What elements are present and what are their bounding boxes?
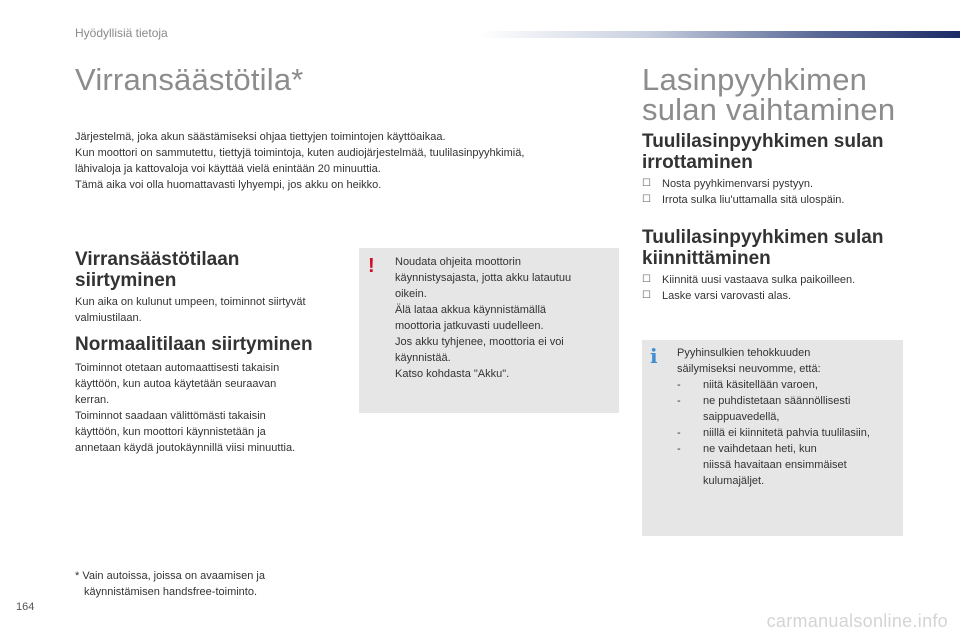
install-steps-list (642, 272, 922, 304)
heading-line: irrottaminen (642, 152, 753, 173)
heading-sulan-kiinnittaminen (642, 227, 883, 269)
checkbox-bullet-icon: ☐ (642, 178, 651, 189)
page-title-lasinpyyhkimen (642, 62, 896, 127)
heading-line: Tuulilasinpyyhkimen sulan (642, 131, 884, 152)
text-line: käyttöön, kun moottori käynnistetään ja (75, 426, 266, 438)
text-line: Kun aika on kulunut umpeen, toiminnot siirtyvät (75, 296, 306, 308)
heading-line: kiinnittäminen (642, 248, 771, 269)
list-item-text: ne vaihdetaan heti, kun (703, 443, 817, 455)
text-line: Toiminnot otetaan automaattisesti takaisin (75, 362, 280, 374)
list-item-text: Irrota sulka liu'uttamalla sitä ulospäin. (662, 194, 845, 206)
section1-text (75, 294, 350, 326)
list-item: - niillä ei kiinnitetä pahvia tuulilasiin, (677, 427, 870, 439)
heading-line: Tuulilasinpyyhkimen sulan (642, 227, 884, 248)
intro-paragraph (75, 129, 615, 193)
intro-line: Kun moottori on sammutettu, tiettyjä toimintoja, kuten audiojärjestelmää, tuulilasinpyyhkimiä, (75, 147, 525, 159)
warning-line: käynnistää. (395, 352, 451, 364)
list-item (642, 192, 922, 208)
text-line: käyttöön, kun autoa käytetään seuraavan (75, 378, 277, 390)
remove-steps-list (642, 176, 922, 208)
warning-box (359, 248, 619, 413)
section-label: Hyödyllisiä tietoja (75, 26, 168, 40)
footnote-line: käynnistämisen handsfree-toiminto. (84, 586, 258, 598)
list-item-text: niissä havaitaan ensimmäiset kulumajäljet. (703, 459, 847, 487)
section2-text (75, 360, 355, 456)
list-item (642, 288, 922, 304)
info-items-list (677, 377, 897, 489)
page-number: 164 (16, 601, 35, 613)
watermark: carmanualsonline.info (766, 611, 948, 631)
list-item: - ne vaihdetaan heti, kun niissä havaitaan ensimmäiset kulumajäljet. (677, 443, 847, 487)
list-item-text: Nosta pyyhkimenvarsi pystyyn. (662, 178, 813, 190)
warning-line: oikein. (395, 288, 427, 300)
list-item: - niitä käsitellään varoen, (677, 379, 818, 391)
list-item (642, 272, 922, 288)
list-item-text: niitä käsitellään varoen, (703, 379, 818, 391)
exclamation-icon: ! (368, 255, 375, 277)
footnote-line: * Vain autoissa, joissa on avaamisen ja (75, 570, 265, 582)
list-item-text: ne puhdistetaan säännöllisesti (703, 395, 851, 407)
warning-line: Älä lataa akkua käynnistämällä (395, 304, 547, 316)
text-line: annetaan käydä joutokäynnillä viisi minuuttia. (75, 442, 296, 454)
heading-line: Virransäästötilaan (75, 249, 240, 270)
list-item-text: Kiinnitä uusi vastaava sulka paikoilleen. (662, 274, 856, 286)
title-line: Lasinpyyhkimen (642, 62, 868, 97)
info-text (677, 345, 897, 489)
info-icon: i (650, 344, 658, 368)
footnote (75, 568, 355, 600)
warning-text (395, 254, 610, 382)
warning-line: käynnistysajasta, jotta akku latautuu (395, 272, 572, 284)
intro-line: Järjestelmä, joka akun säästämiseksi ohjaa tiettyjen toimintojen käyttöaikaa. (75, 131, 446, 143)
list-item: - ne puhdistetaan säännöllisesti saippuavedellä, (677, 395, 851, 423)
text-line: Toiminnot saadaan välittömästi takaisin (75, 410, 266, 422)
warning-line: moottoria jatkuvasti uudelleen. (395, 320, 544, 332)
text-line: kerran. (75, 394, 110, 406)
list-item-text: Laske varsi varovasti alas. (662, 290, 791, 302)
warning-line: Katso kohdasta "Akku". (395, 368, 510, 380)
list-item-text: niillä ei kiinnitetä pahvia tuulilasiin, (703, 427, 870, 439)
title-line: sulan vaihtaminen (642, 92, 896, 127)
checkbox-bullet-icon: ☐ (642, 274, 651, 285)
list-item (642, 176, 922, 192)
heading-normaalitilaan-siirtyminen: Normaalitilaan siirtyminen (75, 334, 313, 355)
info-intro-line: Pyyhinsulkien tehokkuuden (677, 347, 811, 359)
checkbox-bullet-icon: ☐ (642, 194, 651, 205)
heading-line: siirtyminen (75, 270, 177, 291)
page-title-virransaastotila: Virransäästötila* (75, 62, 304, 97)
header-gradient-bar (478, 31, 960, 38)
heading-virransaastotilaan-siirtyminen (75, 249, 239, 291)
text-line: valmiustilaan. (75, 312, 142, 324)
intro-line: Tämä aika voi olla huomattavasti lyhyempi, jos akku on heikko. (75, 179, 382, 191)
intro-line: lähivaloja ja kattovaloja voi käyttää vielä enintään 20 minuuttia. (75, 163, 381, 175)
info-intro-line: säilymiseksi neuvomme, että: (677, 363, 821, 375)
heading-sulan-irrottaminen (642, 131, 883, 173)
list-item-text: saippuavedellä, (703, 411, 780, 423)
warning-line: Noudata ohjeita moottorin (395, 256, 521, 268)
warning-line: Jos akku tyhjenee, moottoria ei voi (395, 336, 564, 348)
checkbox-bullet-icon: ☐ (642, 290, 651, 301)
info-box (642, 340, 903, 536)
